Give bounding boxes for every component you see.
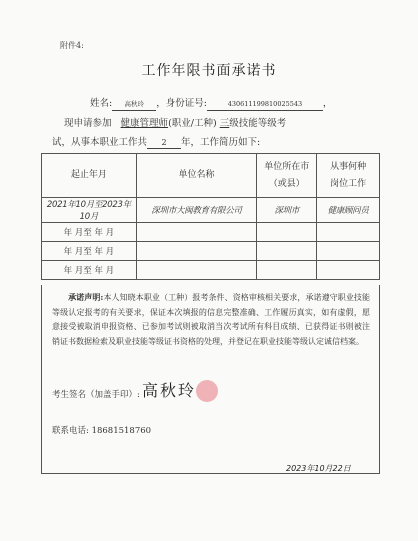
cell-position[interactable]	[317, 242, 380, 261]
table-row	[42, 242, 380, 261]
years-prefix: 试，从事本职业工作共	[52, 137, 148, 148]
name-label: 姓名:	[90, 98, 113, 109]
header-org: 单位名称	[136, 154, 257, 198]
header-period: 起止年月	[42, 154, 137, 198]
signed-date[interactable]: 2023年10月22日	[286, 464, 351, 473]
cell-period[interactable]: 年 月至 年 月	[42, 261, 137, 280]
id-number-field[interactable]: 430611199810025543	[207, 99, 323, 111]
cell-period[interactable]: 2021年10月至2023年10月	[42, 198, 137, 223]
table-row	[42, 261, 380, 280]
years-field[interactable]: 2	[147, 137, 181, 149]
cell-position[interactable]	[317, 261, 380, 280]
signature-handwritten[interactable]: 高秋玲	[142, 381, 197, 400]
header-location: 单位所在市 （或县）	[257, 154, 317, 198]
apply-prefix: 现申请参加	[64, 118, 112, 129]
contact-line	[52, 424, 151, 436]
table-header-row	[42, 154, 380, 198]
cell-location[interactable]	[257, 242, 317, 261]
level-suffix: 级技能等级考	[229, 118, 287, 129]
cell-org[interactable]	[136, 242, 257, 261]
commitment-text: 本人知晓本职业（工种）报考条件、资格审核相关要求，承诺遵守职业技能等级认定报考的有关要求，保证本次填报的信息完整准确、工作履历真实，如有虚假，愿意接受被取消申报资格、已参加考试则被取消当次考试所有科目成绩、已获得证书则被注销证书数据检索及职业技能等级证书资格的处理，并登记在职业技能等级认定诚信档案。	[52, 293, 371, 346]
occupation-suffix: (职业/工种)	[168, 118, 217, 129]
cell-location[interactable]	[257, 223, 317, 242]
apply-line	[64, 115, 286, 129]
id-label: 身份证号:	[165, 98, 207, 109]
cell-org[interactable]	[136, 223, 257, 242]
cell-location[interactable]	[257, 261, 317, 280]
attachment-label: 附件4:	[60, 41, 84, 50]
years-line	[52, 134, 260, 149]
cell-position[interactable]: 健康顾问员	[317, 198, 380, 223]
table-row	[42, 198, 380, 223]
table-row	[42, 223, 380, 242]
commitment-declaration	[52, 290, 370, 349]
header-position: 从事何种 岗位工作	[317, 154, 380, 198]
cell-location[interactable]: 深圳市	[257, 198, 317, 223]
document-title: 工作年限书面承诺书	[141, 63, 277, 79]
phone-value[interactable]: 18681518760	[91, 426, 152, 436]
comma: ，	[322, 98, 333, 109]
comma: ，	[156, 98, 166, 109]
cell-position[interactable]	[317, 223, 380, 242]
work-history-table	[41, 153, 380, 280]
occupation-field[interactable]: 健康管理师	[120, 118, 169, 129]
cell-period[interactable]: 年 月至 年 月	[42, 223, 137, 242]
cell-org[interactable]: 深圳市大闽教育有限公司	[136, 198, 257, 223]
level-field[interactable]: 三	[219, 118, 230, 129]
cell-period[interactable]: 年 月至 年 月	[42, 242, 137, 261]
commitment-label: 承诺声明:	[68, 292, 104, 302]
cell-org[interactable]	[136, 261, 257, 280]
phone-label: 联系电话:	[52, 426, 89, 436]
name-id-line	[90, 95, 332, 111]
name-field[interactable]: 高秋玲	[112, 99, 156, 111]
fingerprint-stamp	[196, 380, 218, 402]
years-suffix: 年，工作简历如下:	[181, 137, 261, 148]
signature-label: 考生签名（加盖手印）:	[52, 390, 140, 400]
